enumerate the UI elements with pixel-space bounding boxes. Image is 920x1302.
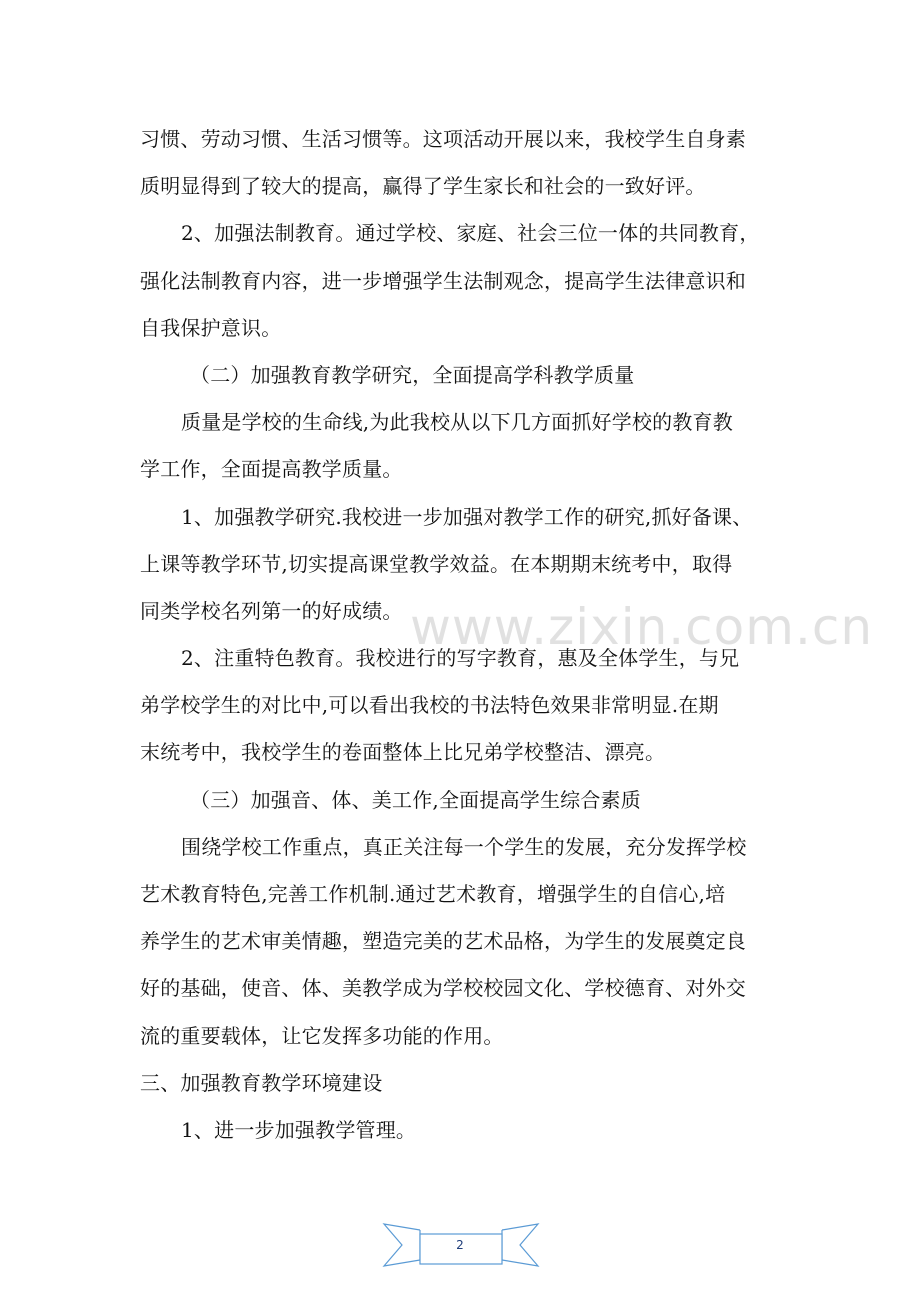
text-line: 末统考中，我校学生的卷面整体上比兄弟学校整洁、漂亮。 <box>140 740 666 765</box>
text-line: 三、加强教育教学环境建设 <box>140 1070 383 1095</box>
text-line: 质量是学校的生命线,为此我校从以下几方面抓好学校的教育教 <box>181 410 733 435</box>
text-line: （二）加强教育教学研究，全面提高学科教学质量 <box>190 362 635 387</box>
text-line: （三）加强音、体、美工作,全面提高学生综合素质 <box>190 787 641 812</box>
ribbon-left-tail <box>384 1224 420 1266</box>
text-line: 强化法制教育内容，进一步增强学生法制观念，提高学生法律意识和 <box>140 268 746 293</box>
text-line: 自我保护意识。 <box>140 315 282 340</box>
text-line: 养学生的艺术审美情趣，塑造完美的艺术品格，为学生的发展奠定良 <box>140 929 746 954</box>
text-line: 1、进一步加强教学管理。 <box>181 1117 417 1142</box>
text-line: 质明显得到了较大的提高，赢得了学生家长和社会的一致好评。 <box>140 174 706 199</box>
ribbon-right-tail <box>502 1224 538 1266</box>
text-line: 习惯、劳动习惯、生活习惯等。这项活动开展以来，我校学生自身素 <box>140 127 746 151</box>
text-line: 学工作，全面提高教学质量。 <box>140 457 403 482</box>
text-line: 弟学校学生的对比中,可以看出我校的书法特色效果非常明显.在期 <box>140 693 719 718</box>
document-body <box>140 116 780 1154</box>
text-line: 好的基础，使音、体、美教学成为学校校园文化、学校德育、对外交 <box>140 976 746 1001</box>
watermark: www.zixin.com.cn <box>410 598 874 656</box>
text-line: 流的重要载体，让它发挥多功能的作用。 <box>140 1023 504 1048</box>
text-line: 2、加强法制教育。通过学校、家庭、社会三位一体的共同教育， <box>181 221 760 246</box>
text-line: 2、注重特色教育。我校进行的写字教育，惠及全体学生，与兄 <box>181 646 740 671</box>
text-line: 同类学校名列第一的好成绩。 <box>140 598 403 623</box>
text-line: 1、加强教学研究.我校进一步加强对教学工作的研究,抓好备课、 <box>181 504 753 529</box>
page-number: 2 <box>456 1238 464 1252</box>
text-line: 艺术教育特色,完善工作机制.通过艺术教育，增强学生的自信心,培 <box>140 882 726 906</box>
text-line: 围绕学校工作重点，真正关注每一个学生的发展，充分发挥学校 <box>181 834 747 859</box>
text-line: 上课等教学环节,切实提高课堂教学效益。在本期期末统考中，取得 <box>140 551 733 576</box>
